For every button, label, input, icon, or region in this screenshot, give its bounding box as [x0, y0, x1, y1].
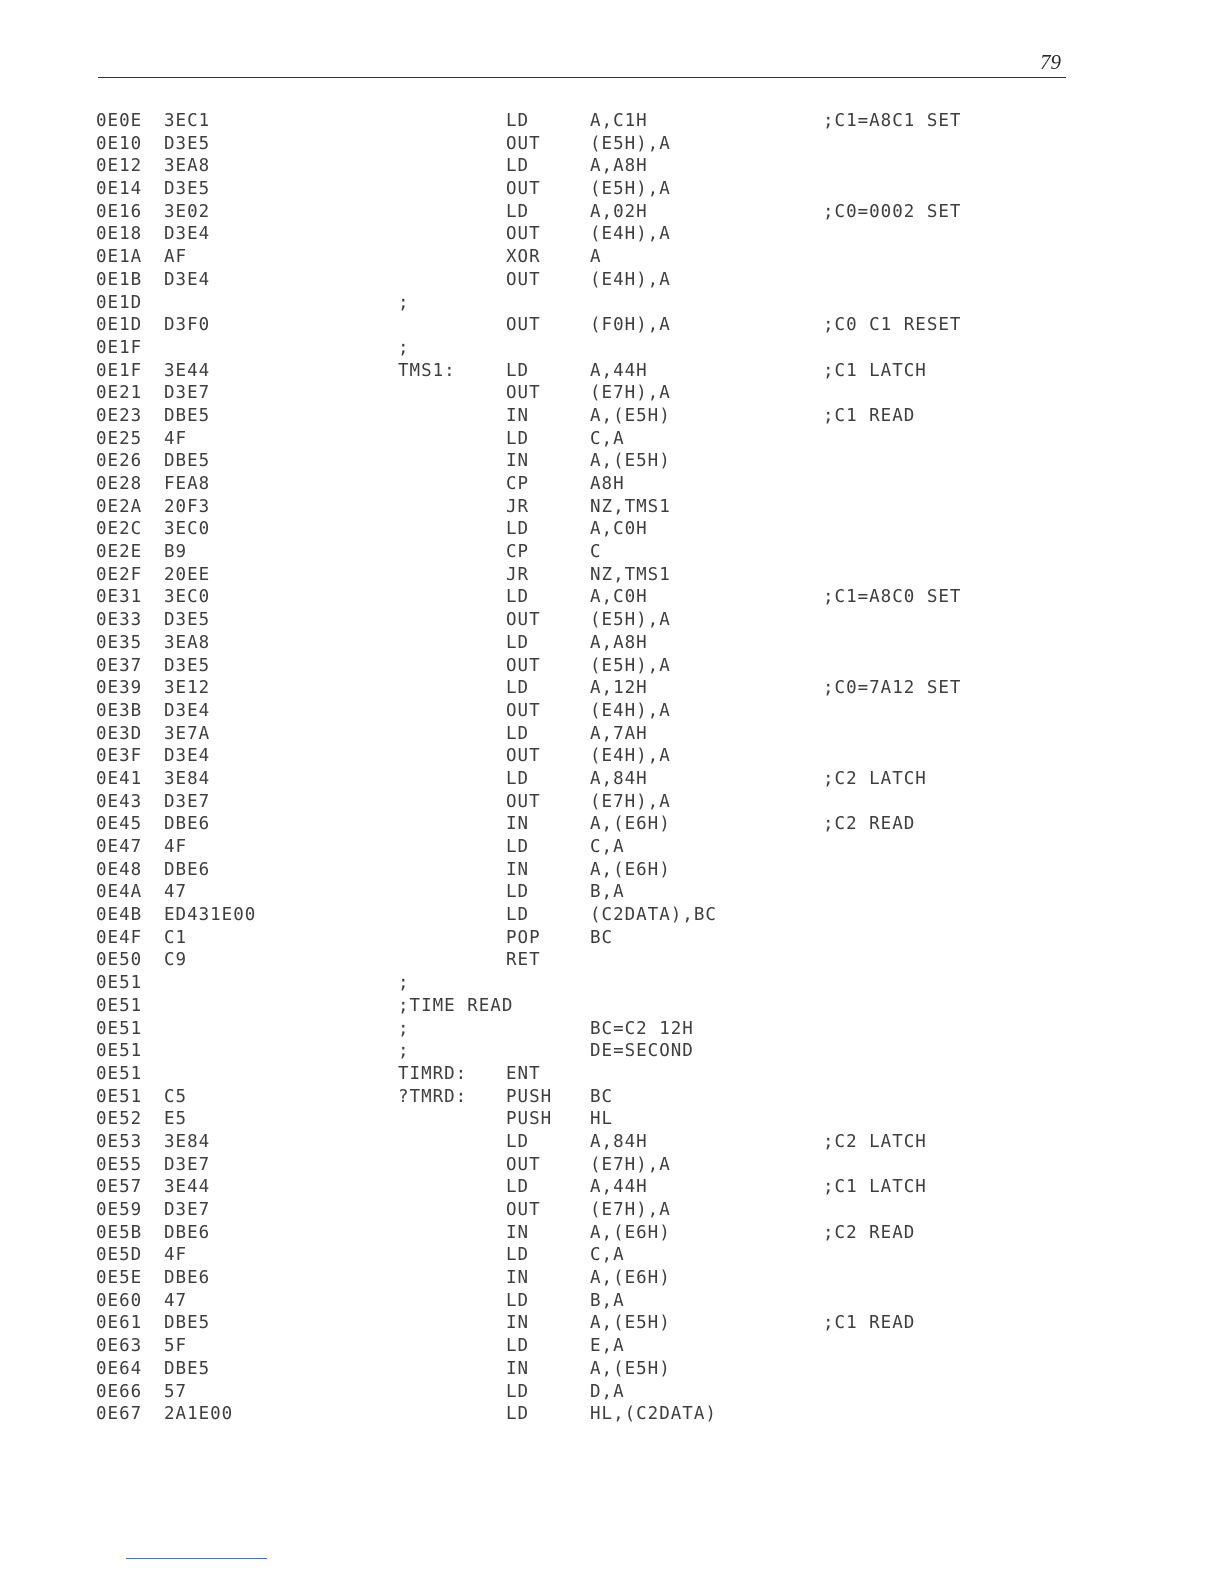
machine-code: DBE6: [164, 814, 211, 835]
address: 0E45: [96, 814, 143, 835]
mnemonic: LD: [506, 632, 530, 653]
listing-row: [96, 1063, 1096, 1086]
operand: A,C1H: [590, 111, 648, 131]
operand: (C2DATA),BC: [590, 905, 717, 926]
address: 0E50: [96, 950, 143, 971]
machine-code: 20EE: [164, 564, 211, 585]
comment: ;C0 C1 RESET: [823, 315, 962, 336]
listing-row: [96, 1381, 1096, 1404]
machine-code: E5: [164, 1109, 188, 1130]
listing-row: [96, 632, 1096, 655]
address: 0E1B: [96, 269, 143, 290]
operand: (E4H),A: [590, 746, 671, 767]
mnemonic: LD: [506, 156, 530, 177]
machine-code: 3EA8: [164, 156, 211, 177]
listing-row: [96, 360, 1096, 383]
label: ;: [398, 1018, 410, 1039]
comment: ;C1 LATCH: [823, 360, 927, 381]
machine-code: 3E84: [164, 768, 211, 789]
address: 0E67: [96, 1404, 143, 1425]
listing-row: [96, 518, 1096, 541]
machine-code: FEA8: [164, 474, 211, 494]
comment: ;C1 LATCH: [823, 1177, 927, 1198]
address: 0E41: [96, 768, 143, 789]
mnemonic: PUSH: [506, 1086, 553, 1107]
listing-row: [96, 655, 1096, 678]
machine-code: 47: [164, 1290, 188, 1311]
address: 0E21: [96, 383, 143, 404]
address: 0E0E: [96, 111, 143, 131]
operand: A,84H: [590, 1131, 648, 1152]
listing-row: [96, 586, 1096, 609]
address: 0E51: [96, 973, 143, 994]
operand: A8H: [590, 474, 625, 494]
machine-code: 3E44: [164, 360, 211, 381]
operand: (E5H),A: [590, 655, 671, 676]
listing-row: [96, 836, 1096, 859]
listing-row: [96, 1290, 1096, 1313]
operand: A,C0H: [590, 519, 648, 540]
listing-row: [96, 1108, 1096, 1131]
mnemonic: LD: [506, 1177, 530, 1198]
page-number: 79: [1040, 50, 1061, 74]
machine-code: 47: [164, 882, 188, 903]
label: ?TMRD:: [398, 1086, 468, 1107]
mnemonic: LD: [506, 201, 530, 222]
operand: A,(E5H): [590, 1358, 671, 1379]
listing-row: [96, 768, 1096, 791]
mnemonic: LD: [506, 723, 530, 744]
mnemonic: OUT: [506, 224, 541, 245]
machine-code: AF: [164, 247, 188, 268]
machine-code: D3E7: [164, 1200, 211, 1220]
address: 0E4A: [96, 882, 143, 903]
machine-code: 3EC0: [164, 587, 211, 608]
address: 0E31: [96, 587, 143, 608]
mnemonic: LD: [506, 111, 530, 131]
machine-code: C9: [164, 950, 188, 971]
operand: DE=SECOND: [590, 1041, 694, 1062]
listing-row: [96, 1312, 1096, 1335]
listing-row: [96, 609, 1096, 632]
mnemonic: CP: [506, 474, 530, 494]
address: 0E51: [96, 1086, 143, 1107]
address: 0E3F: [96, 746, 143, 767]
operand: A,(E5H): [590, 451, 671, 472]
mnemonic: LD: [506, 1336, 530, 1357]
machine-code: 4F: [164, 428, 188, 449]
mnemonic: OUT: [506, 746, 541, 767]
comment: ;C0=7A12 SET: [823, 678, 962, 699]
listing-row: [96, 700, 1096, 723]
mnemonic: OUT: [506, 269, 541, 290]
mnemonic: POP: [506, 927, 541, 948]
machine-code: 3EA8: [164, 632, 211, 653]
operand: HL,(C2DATA): [590, 1404, 717, 1425]
address: 0E51: [96, 1063, 143, 1084]
listing-row: [96, 292, 1096, 315]
address: 0E28: [96, 474, 143, 494]
mnemonic: OUT: [506, 315, 541, 336]
comment: ;C1=A8C0 SET: [823, 587, 962, 608]
mnemonic: LD: [506, 768, 530, 789]
listing-row: [96, 1403, 1096, 1426]
operand: BC=C2 12H: [590, 1018, 694, 1039]
mnemonic: IN: [506, 405, 530, 426]
operand: (E7H),A: [590, 1154, 671, 1175]
listing-row: [96, 1154, 1096, 1177]
mnemonic: LD: [506, 1131, 530, 1152]
listing-row: [96, 1176, 1096, 1199]
comment: ;C1=A8C1 SET: [823, 111, 962, 131]
listing-row: [96, 813, 1096, 836]
address: 0E4B: [96, 905, 143, 926]
machine-code: 3E12: [164, 678, 211, 699]
mnemonic: RET: [506, 950, 541, 971]
listing-row: [96, 450, 1096, 473]
mnemonic: IN: [506, 1268, 530, 1289]
comment: ;C2 READ: [823, 814, 916, 835]
address: 0E63: [96, 1336, 143, 1357]
machine-code: C5: [164, 1086, 188, 1107]
machine-code: DBE5: [164, 1313, 211, 1334]
mnemonic: LD: [506, 587, 530, 608]
listing-row: [96, 246, 1096, 269]
machine-code: DBE6: [164, 1268, 211, 1289]
mnemonic: CP: [506, 542, 530, 563]
listing-row: [96, 382, 1096, 405]
address: 0E1D: [96, 315, 143, 336]
label: ;: [398, 973, 410, 994]
mnemonic: IN: [506, 451, 530, 472]
machine-code: ED431E00: [164, 905, 257, 926]
address: 0E37: [96, 655, 143, 676]
listing-row: [96, 927, 1096, 950]
operand: (E4H),A: [590, 224, 671, 245]
mnemonic: LD: [506, 360, 530, 381]
operand: BC: [590, 927, 614, 948]
address: 0E2C: [96, 519, 143, 540]
mnemonic: OUT: [506, 383, 541, 404]
machine-code: 5F: [164, 1336, 188, 1357]
machine-code: 3EC0: [164, 519, 211, 540]
listing-row: [96, 314, 1096, 337]
mnemonic: IN: [506, 1358, 530, 1379]
label: ;: [398, 337, 410, 358]
machine-code: 4F: [164, 1245, 188, 1266]
listing-row: [96, 133, 1096, 156]
address: 0E61: [96, 1313, 143, 1334]
address: 0E1F: [96, 360, 143, 381]
operand: (E4H),A: [590, 700, 671, 721]
mnemonic: IN: [506, 1313, 530, 1334]
address: 0E57: [96, 1177, 143, 1198]
operand: A,A8H: [590, 632, 648, 653]
address: 0E3D: [96, 723, 143, 744]
mnemonic: OUT: [506, 179, 541, 200]
machine-code: D3E4: [164, 224, 211, 245]
mnemonic: LD: [506, 882, 530, 903]
machine-code: 4F: [164, 837, 188, 857]
machine-code: 3E44: [164, 1177, 211, 1198]
operand: NZ,TMS1: [590, 564, 671, 585]
listing-row: [96, 496, 1096, 519]
listing-row: [96, 723, 1096, 746]
address: 0E16: [96, 201, 143, 222]
address: 0E43: [96, 791, 143, 812]
mnemonic: JR: [506, 564, 530, 585]
machine-code: 3EC1: [164, 111, 211, 131]
listing-row: [96, 949, 1096, 972]
comment: ;C2 LATCH: [823, 1131, 927, 1152]
address: 0E1D: [96, 292, 143, 313]
comment: ;C2 LATCH: [823, 768, 927, 789]
listing-row: [96, 859, 1096, 882]
mnemonic: LD: [506, 1404, 530, 1425]
address: 0E59: [96, 1200, 143, 1220]
machine-code: 3E84: [164, 1131, 211, 1152]
operand: C,A: [590, 1245, 625, 1266]
operand: (E7H),A: [590, 791, 671, 812]
label: ;: [398, 292, 410, 313]
address: 0E25: [96, 428, 143, 449]
machine-code: D3E4: [164, 700, 211, 721]
mnemonic: OUT: [506, 655, 541, 676]
mnemonic: LD: [506, 905, 530, 926]
address: 0E12: [96, 156, 143, 177]
operand: NZ,TMS1: [590, 496, 671, 517]
address: 0E5D: [96, 1245, 143, 1266]
machine-code: DBE5: [164, 451, 211, 472]
address: 0E33: [96, 610, 143, 631]
machine-code: 20F3: [164, 496, 211, 517]
machine-code: DBE5: [164, 1358, 211, 1379]
operand: A,C0H: [590, 587, 648, 608]
operand: (F0H),A: [590, 315, 671, 336]
machine-code: D3E5: [164, 179, 211, 200]
address: 0E55: [96, 1154, 143, 1175]
mnemonic: LD: [506, 678, 530, 699]
machine-code: C1: [164, 927, 188, 948]
address: 0E2A: [96, 496, 143, 517]
listing-row: [96, 201, 1096, 224]
address: 0E1A: [96, 247, 143, 268]
listing-row: [96, 1358, 1096, 1381]
mnemonic: OUT: [506, 133, 541, 154]
listing-row: [96, 1222, 1096, 1245]
label: TMS1:: [398, 360, 456, 381]
address: 0E47: [96, 837, 143, 857]
machine-code: D3E4: [164, 269, 211, 290]
machine-code: D3E7: [164, 383, 211, 404]
operand: HL: [590, 1109, 614, 1130]
machine-code: 57: [164, 1381, 188, 1402]
machine-code: D3E5: [164, 133, 211, 154]
machine-code: 2A1E00: [164, 1404, 234, 1425]
mnemonic: OUT: [506, 610, 541, 631]
operand: A,7AH: [590, 723, 648, 744]
mnemonic: XOR: [506, 247, 541, 268]
comment: ;C0=0002 SET: [823, 201, 962, 222]
machine-code: D3E5: [164, 655, 211, 676]
machine-code: B9: [164, 542, 188, 563]
machine-code: D3E5: [164, 610, 211, 631]
listing-row: [96, 1131, 1096, 1154]
address: 0E5E: [96, 1268, 143, 1289]
listing-row: [96, 1040, 1096, 1063]
listing-row: [96, 881, 1096, 904]
address: 0E53: [96, 1131, 143, 1152]
address: 0E48: [96, 859, 143, 880]
machine-code: 3E02: [164, 201, 211, 222]
address: 0E2E: [96, 542, 143, 563]
listing-row: [96, 1267, 1096, 1290]
label: ;: [398, 1041, 410, 1062]
listing-row: [96, 904, 1096, 927]
operand: (E5H),A: [590, 179, 671, 200]
mnemonic: OUT: [506, 1200, 541, 1220]
listing-row: [96, 995, 1096, 1018]
machine-code: DBE6: [164, 1222, 211, 1243]
listing-row: [96, 269, 1096, 292]
operand: BC: [590, 1086, 614, 1107]
address: 0E10: [96, 133, 143, 154]
mnemonic: JR: [506, 496, 530, 517]
operand: A,12H: [590, 678, 648, 699]
address: 0E26: [96, 451, 143, 472]
listing-row: [96, 405, 1096, 428]
address: 0E60: [96, 1290, 143, 1311]
listing-row: [96, 541, 1096, 564]
machine-code: 3E7A: [164, 723, 211, 744]
machine-code: DBE6: [164, 859, 211, 880]
mnemonic: OUT: [506, 700, 541, 721]
mnemonic: LD: [506, 519, 530, 540]
footnote-rule: [126, 1558, 267, 1559]
address: 0E5B: [96, 1222, 143, 1243]
address: 0E39: [96, 678, 143, 699]
operand: D,A: [590, 1381, 625, 1402]
mnemonic: OUT: [506, 791, 541, 812]
listing-row: [96, 1086, 1096, 1109]
listing-row: [96, 564, 1096, 587]
address: 0E66: [96, 1381, 143, 1402]
listing-row: [96, 110, 1096, 133]
listing-row: [96, 337, 1096, 360]
listing-row: [96, 1018, 1096, 1041]
assembly-listing: [96, 110, 1096, 1426]
operand: C: [590, 542, 602, 563]
listing-row: [96, 1199, 1096, 1222]
header-rule: [98, 77, 1066, 78]
mnemonic: LD: [506, 428, 530, 449]
comment: ;C1 READ: [823, 405, 916, 426]
listing-row: [96, 791, 1096, 814]
operand: A,(E6H): [590, 859, 671, 880]
listing-row: [96, 178, 1096, 201]
operand: A,(E6H): [590, 814, 671, 835]
operand: (E4H),A: [590, 269, 671, 290]
operand: A,(E5H): [590, 1313, 671, 1334]
address: 0E14: [96, 179, 143, 200]
listing-row: [96, 972, 1096, 995]
address: 0E35: [96, 632, 143, 653]
comment: ;C2 READ: [823, 1222, 916, 1243]
operand: A,A8H: [590, 156, 648, 177]
mnemonic: LD: [506, 1290, 530, 1311]
address: 0E51: [96, 995, 143, 1016]
operand: E,A: [590, 1336, 625, 1357]
label: ;TIME READ: [398, 995, 514, 1016]
address: 0E4F: [96, 927, 143, 948]
operand: B,A: [590, 1290, 625, 1311]
operand: (E7H),A: [590, 383, 671, 404]
mnemonic: IN: [506, 814, 530, 835]
operand: (E5H),A: [590, 610, 671, 631]
mnemonic: IN: [506, 1222, 530, 1243]
listing-row: [96, 223, 1096, 246]
operand: (E5H),A: [590, 133, 671, 154]
address: 0E1F: [96, 337, 143, 358]
mnemonic: ENT: [506, 1063, 541, 1084]
address: 0E3B: [96, 700, 143, 721]
operand: A,44H: [590, 1177, 648, 1198]
machine-code: D3E7: [164, 791, 211, 812]
listing-row: [96, 677, 1096, 700]
listing-row: [96, 1335, 1096, 1358]
machine-code: D3F0: [164, 315, 211, 336]
mnemonic: LD: [506, 1245, 530, 1266]
operand: A: [590, 247, 602, 268]
operand: A,(E6H): [590, 1268, 671, 1289]
address: 0E51: [96, 1041, 143, 1062]
listing-row: [96, 473, 1096, 496]
address: 0E18: [96, 224, 143, 245]
mnemonic: LD: [506, 1381, 530, 1402]
mnemonic: LD: [506, 837, 530, 857]
mnemonic: OUT: [506, 1154, 541, 1175]
comment: ;C1 READ: [823, 1313, 916, 1334]
mnemonic: IN: [506, 859, 530, 880]
address: 0E64: [96, 1358, 143, 1379]
mnemonic: PUSH: [506, 1109, 553, 1130]
operand: (E7H),A: [590, 1200, 671, 1220]
machine-code: D3E4: [164, 746, 211, 767]
address: 0E23: [96, 405, 143, 426]
address: 0E2F: [96, 564, 143, 585]
listing-row: [96, 428, 1096, 451]
listing-row: [96, 745, 1096, 768]
address: 0E52: [96, 1109, 143, 1130]
listing-row: [96, 1244, 1096, 1267]
address: 0E51: [96, 1018, 143, 1039]
operand: A,(E5H): [590, 405, 671, 426]
operand: A,02H: [590, 201, 648, 222]
operand: A,84H: [590, 768, 648, 789]
operand: A,44H: [590, 360, 648, 381]
operand: C,A: [590, 428, 625, 449]
operand: B,A: [590, 882, 625, 903]
machine-code: D3E7: [164, 1154, 211, 1175]
label: TIMRD:: [398, 1063, 468, 1084]
operand: A,(E6H): [590, 1222, 671, 1243]
operand: C,A: [590, 837, 625, 857]
machine-code: DBE5: [164, 405, 211, 426]
listing-row: [96, 155, 1096, 178]
